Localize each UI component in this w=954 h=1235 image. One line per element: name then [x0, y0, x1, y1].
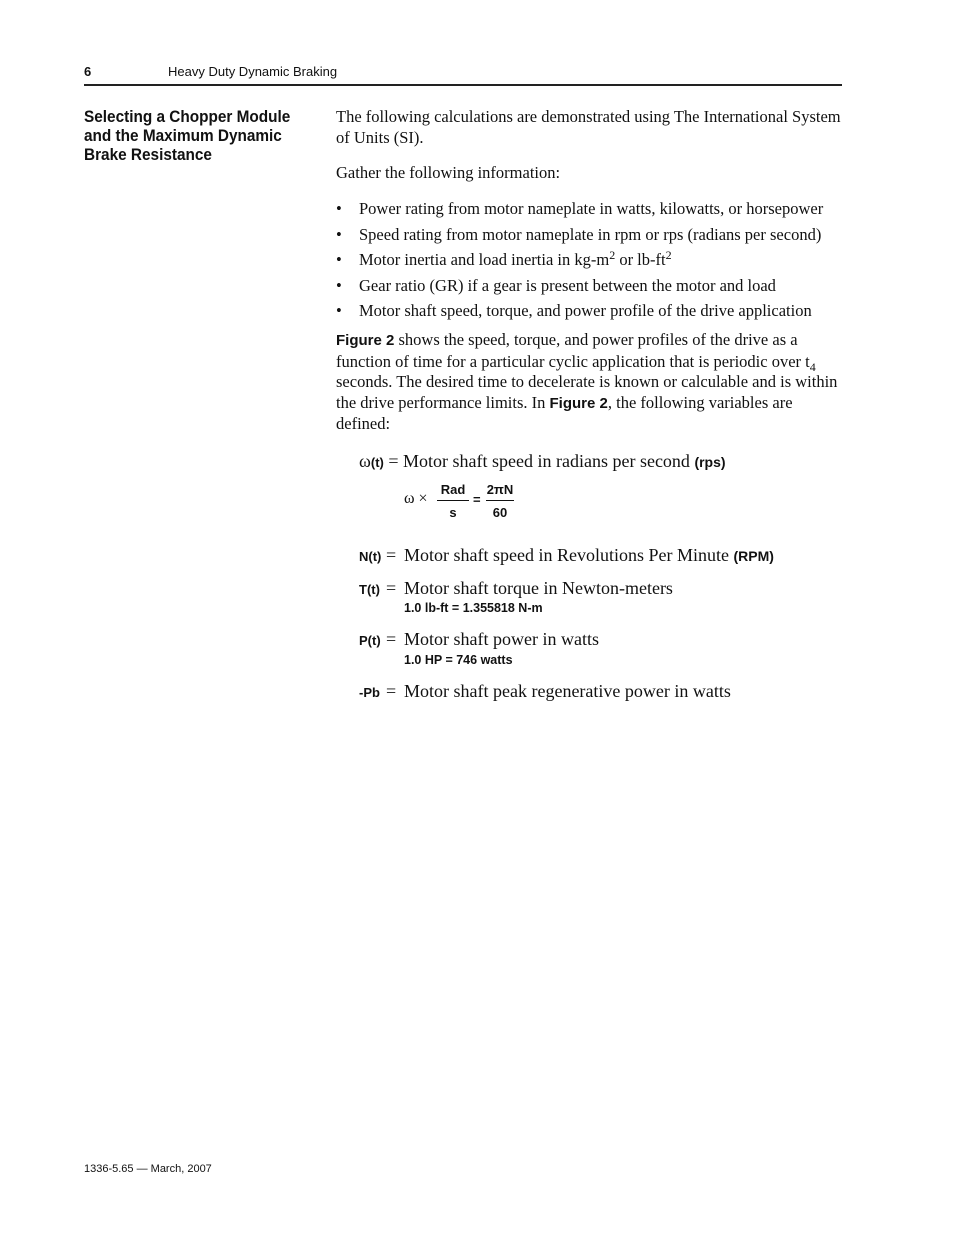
pb-symbol: -Pb [359, 685, 380, 700]
figure-link[interactable]: Figure 2 [336, 332, 395, 349]
torque-conversion-note: 1.0 lb-ft = 1.355818 N-m [404, 601, 543, 615]
n-description: Motor shaft speed in Revolutions Per Minute [404, 545, 729, 565]
list-item: • Speed rating from motor nameplate in rpm or rps (radians per second) [336, 224, 822, 244]
pb-description: Motor shaft peak regenerative power in watts [404, 681, 731, 701]
p-symbol: P(t) [359, 633, 381, 648]
n-unit: (RPM) [733, 548, 774, 564]
omega-description: = Motor shaft speed in radians per second [388, 451, 690, 471]
list-item: • Gear ratio (GR) if a gear is present between the motor and load [336, 275, 776, 295]
list-item: • Motor shaft speed, torque, and power profile of the drive application [336, 301, 812, 320]
t-symbol: T(t) [359, 582, 380, 597]
omega-unit: (rps) [694, 454, 726, 470]
section-heading: Selecting a Chopper Module and the Maximum Dynamic Brake Resistance [84, 108, 291, 164]
fraction-rad-per-s: Rad s [437, 482, 469, 520]
p-description: Motor shaft power in watts [404, 629, 599, 649]
page-header [84, 62, 842, 86]
figure-link[interactable]: Figure 2 [549, 394, 608, 412]
page-footer: 1336-5.65 — March, 2007 [84, 1163, 212, 1175]
formula-equals: = [473, 492, 481, 507]
bullet-icon: • [336, 250, 342, 269]
bullet-icon: • [336, 275, 342, 295]
t-description: Motor shaft torque in Newton-meters [404, 578, 673, 598]
figure-paragraph: Figure 2 shows the speed, torque, and power profiles of the drive as a function of time for a particular cyclic application that is periodic over $t_4$ seconds. The desired time to decelerate is known or calculable and is within the drive performance limits. In Figure 2, the following variables are defined: [336, 330, 838, 433]
power-conversion-note: 1.0 HP = 746 watts [404, 653, 513, 667]
fraction-2pin-over-60: $\frac{2\pi N}{60}$ [486, 482, 514, 520]
bullet-icon: • [336, 301, 342, 320]
formula-lhs: ω × [404, 490, 428, 507]
bullet-icon: • [336, 199, 342, 218]
n-symbol: N(t) [359, 549, 382, 564]
list-item: • Motor inertia and load inertia in $kg-m^2$ or $lb-ft^2$ [336, 248, 672, 269]
list-item: • Power rating from motor nameplate in watts, kilowatts, or horsepower [336, 199, 824, 218]
page-number: 6 [84, 64, 92, 79]
omega-subscript: (t) [370, 455, 384, 470]
intro-paragraph: The following calculations are demonstrated using The International System of Units (SI). [336, 107, 841, 147]
gather-paragraph: Gather the following information: [336, 163, 561, 182]
bullet-icon: • [336, 224, 342, 244]
running-title: Heavy Duty Dynamic Braking [168, 64, 338, 79]
omega-definition [359, 451, 726, 472]
info-bullet-list [336, 199, 846, 327]
omega-symbol: ω [359, 451, 371, 471]
